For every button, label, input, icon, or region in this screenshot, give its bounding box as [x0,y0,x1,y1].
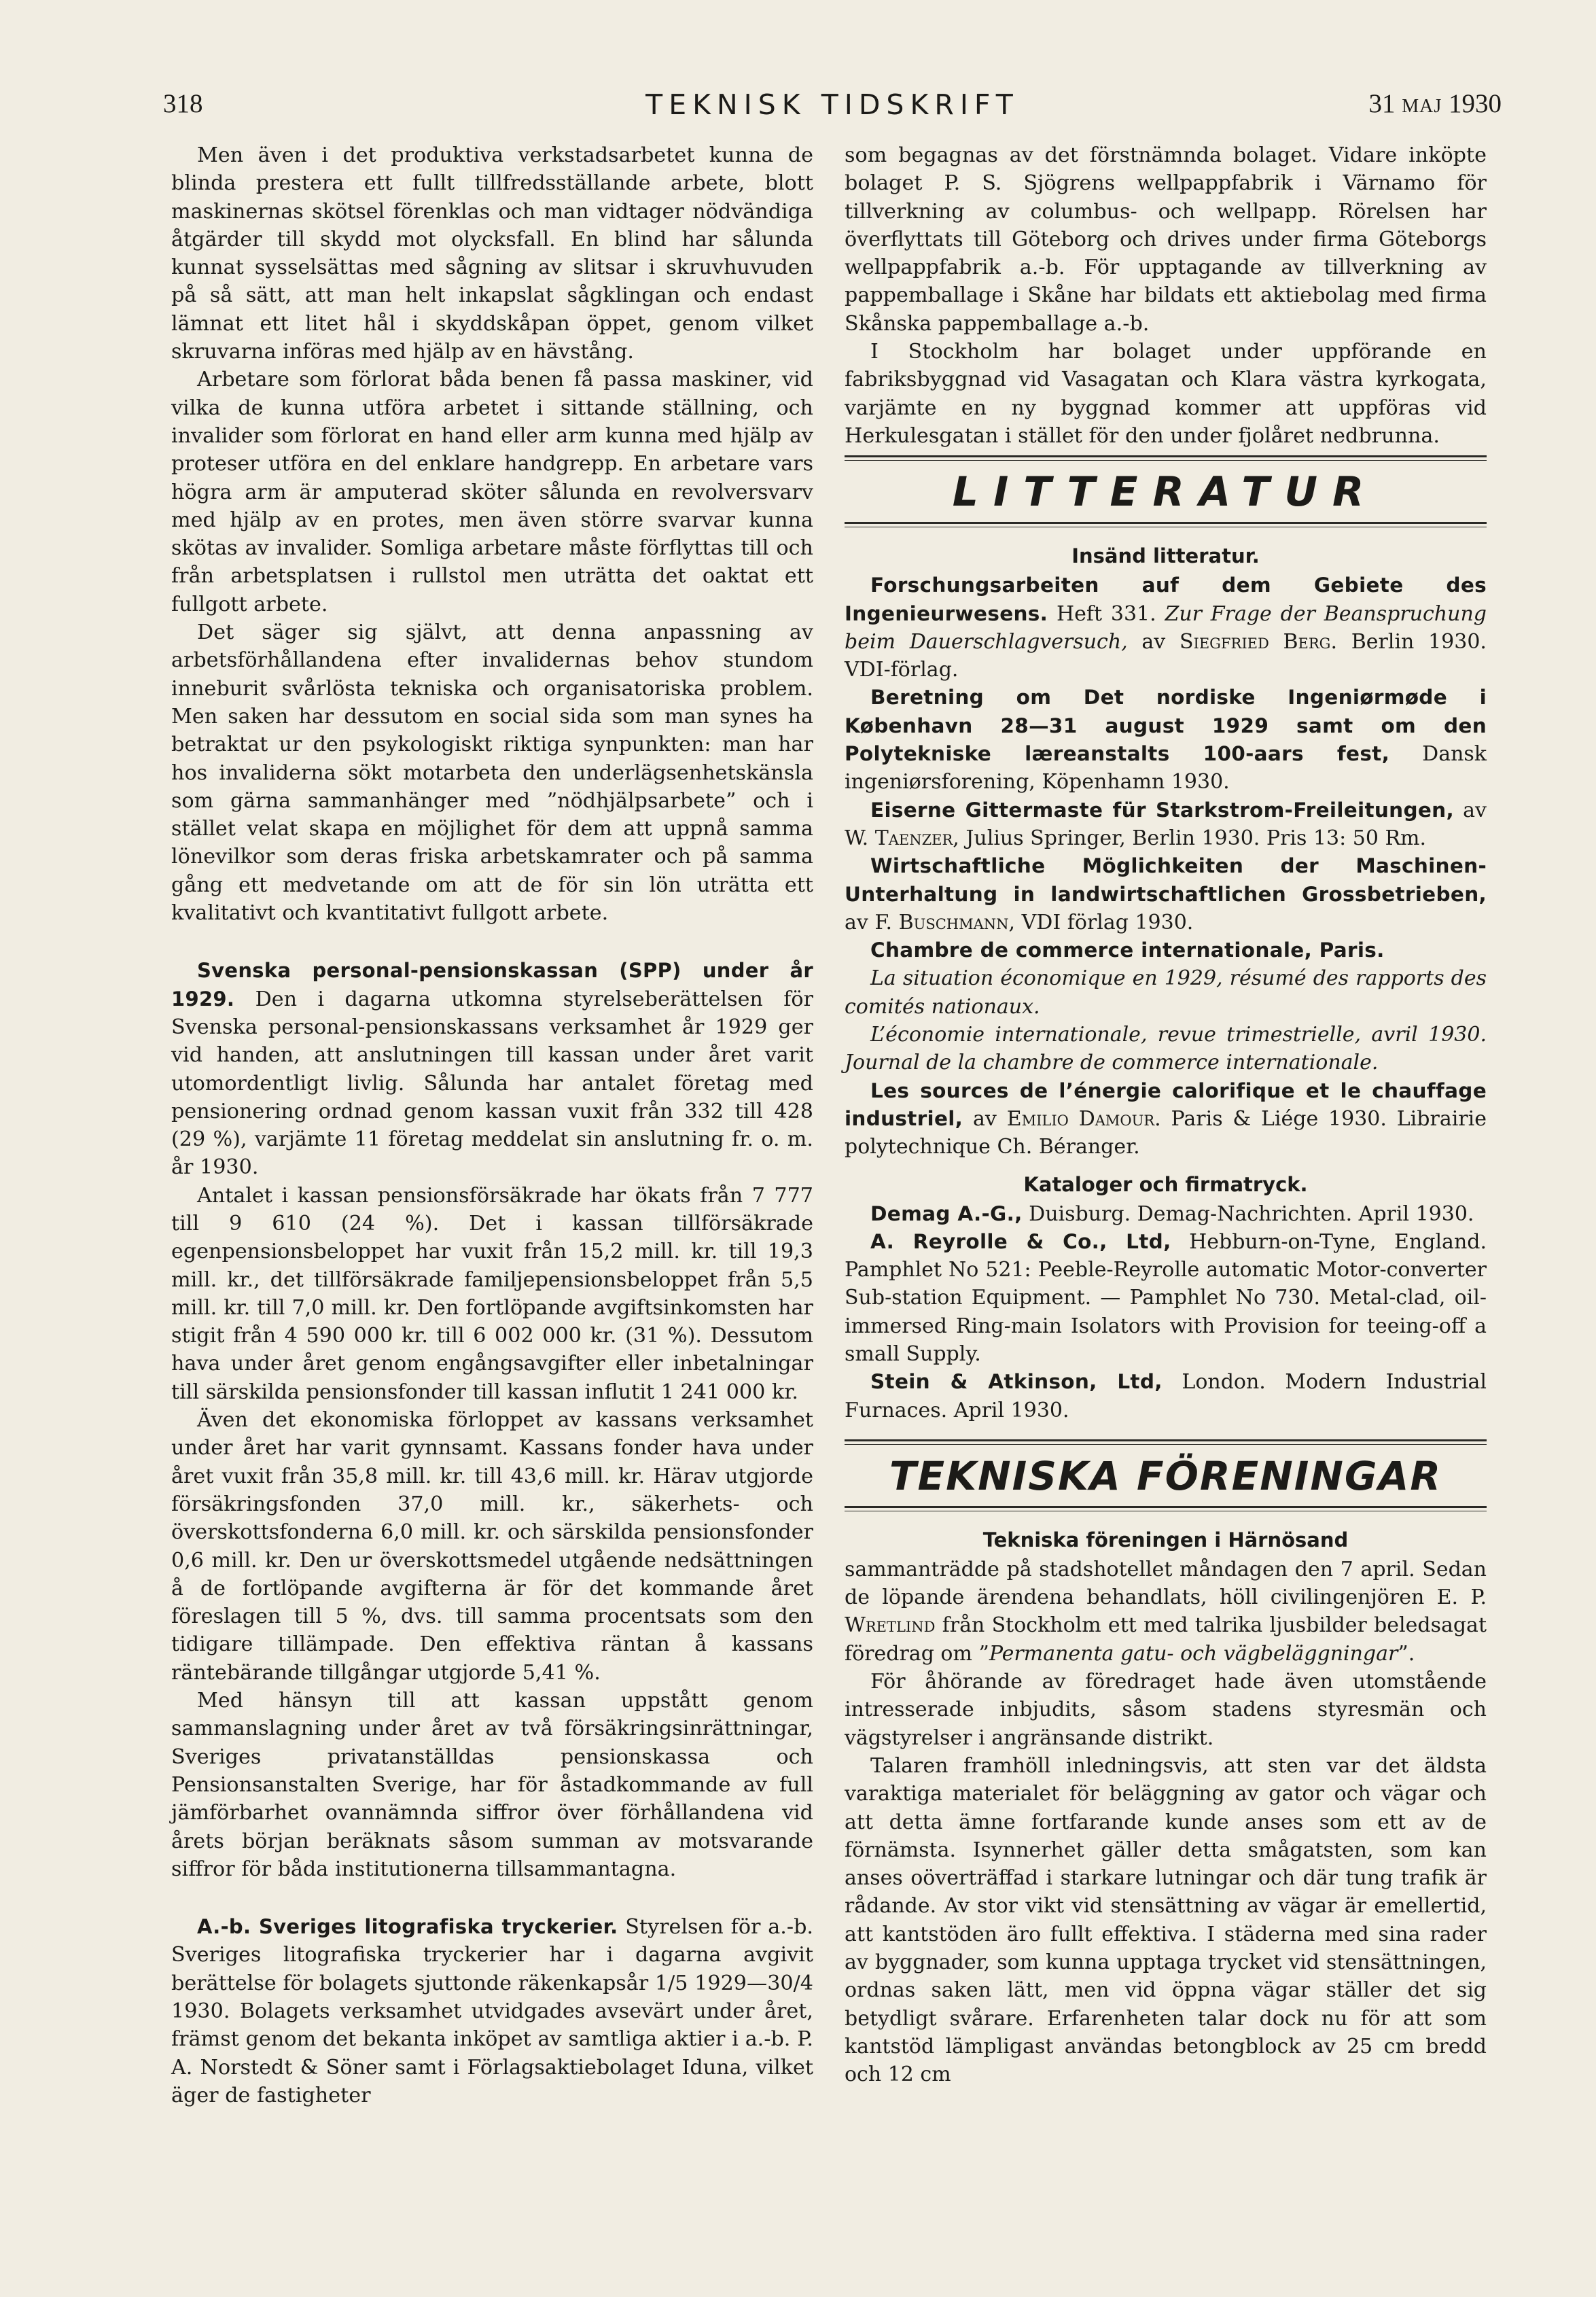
literature-entry: Wirtschaftliche Möglichkeiten der Maschinen-Unterhaltung in landwirtschaftlichen Grossbetrieben, av F. Buschmann, VDI förlag 1930. [845,854,1487,934]
subsection-heading: Insänd litteratur. [1071,544,1260,568]
literature-subentry: L’économie internationale, revue trimestrielle, avril 1930. Journal de la chambre de commerce internationale. [845,1023,1487,1075]
page-number: 318 [163,89,203,118]
paragraph: Även det ekonomiska förloppet av kassans verksamhet under året har varit gynnsamt. Kassans fonder hava under året vuxit från 35,8 mill. kr. till 43,6 mill. kr. Härav utgjorde försäkringsfonden 37,0 mill. kr., säkerhets- och överskottsfonderna 6,0 mill. kr. och särskilda pensionsfonder 0,6 mill. kr. Den ur överskottsmedel utgående nedsättningen å de fortlöpande avgifterna är för det kommande året föreslagen till 5 %, dvs. till samma procentsats som den tidigare tillämpade. Den effektiva räntan å kassans räntebärande tillgångar utgjorde 5,41 %. [171,1408,813,1685]
paragraph: sammanträdde på stadshotellet måndagen den 7 april. Sedan de löpande ärendena behandlats, höll civilingenjören E. P. Wretlind från Stockholm ett med talrika ljusbilder beledsagat föredrag om ”Permanenta gatu- och vägbeläggningar”. [845,1557,1487,1666]
divider [845,455,1487,461]
page-header [163,88,1502,129]
literature-entry: Les sources de l’énergie calorifique et le chauffage industriel, av Emilio Damour. Paris & Liége 1930. Librairie polytechnique Ch. Béranger. [845,1079,1487,1159]
subsection-heading: Kataloger och firmatryck. [1023,1172,1308,1196]
article-spp: Svenska personal-pensionskassan (SPP) under år 1929. Den i dagarna utkomna styrelseberättelsen för Svenska personal-pensionskassans verksamhet år 1929 ger vid handen, att anslutningen till kassan under året varit utomordentligt livlig. Sålunda har antalet företag med pensionering ordnad genom kassan vuxit från 332 till 428 (29 %), varjämte 11 företag meddelat sin anslutning fr. o. m. år 1930. [171,959,813,1180]
divider [845,522,1487,527]
literature-entry: Beretning om Det nordiske Ingeniørmøde i København 28—31 august 1929 samt om den Polytekniske læreanstalts 100-aars fest, Dansk ingeniørsforening, Köpenhamn 1930. [845,686,1487,794]
catalog-entry: A. Reyrolle & Co., Ltd, Hebburn-on-Tyne, England. Pamphlet No 521: Peeble-Reyrolle automatic Motor-converter Sub-station Equipment. — Pamphlet No 730. Metal-clad, oil-immersed Ring-main Isolators with Provision for teeing-off a small Supply. [845,1229,1487,1366]
article-title: A.-b. Sveriges litografiska tryckerier. [197,1915,618,1939]
literature-entry: Forschungsarbeiten auf dem Gebiete des Ingenieurwesens. Heft 331. Zur Frage der Beanspruchung beim Dauerschlagversuch, av Siegfried Berg. Berlin 1930. VDI-förlag. [845,574,1487,682]
literature-entry: Eiserne Gittermaste für Starkstrom-Freileitungen, av W. Taenzer, Julius Springer, Berlin 1930. Pris 13: 50 Rm. [845,798,1487,850]
article-title: Svenska personal-pensionskassan (SPP) under år 1929. [171,959,813,1011]
paragraph: som begagnas av det förstnämnda bolaget. Vidare inköpte bolaget P. S. Sjögrens wellpappfabrik i Värnamo för tillverkning av columbus- och wellpapp. Rörelsen har överflyttats till Göteborg och drives under firma Göteborgs wellpappfabrik a.-b. För upptagande av tillverkning av pappemballage i Skåne har bildats ett aktiebolag med firma Skånska pappemballage a.-b. [845,143,1487,336]
journal-title: TEKNISK TIDSKRIFT [645,88,1019,121]
article-litografiska: A.-b. Sveriges litografiska tryckerier. Styrelsen för a.-b. Sveriges litografiska tryckerier har i dagarna avgivit berättelse för bolagets sjuttonde räkenkapsår 1/5 1929—30/4 1930. Bolagets verksamhet utvidgades avsevärt under året, främst genom det bekanta inköpet av samtliga aktier i a.-b. P. A. Norstedt & Söner samt i Förlagsaktiebolaget Iduna, vilket äger de fastigheter [171,1915,813,2107]
paragraph: Talaren framhöll inledningsvis, att sten var det äldsta varaktiga materialet för beläggning av gator och vägar och att detta ämne fortfarande kunde anses som ett av de förnämsta. Isynnerhet gäller detta smågatsten, som kan anses oöverträffad i starkare lutningar och där tung trafik är rådande. Av stor vikt vid stensättning av vägar är emellertid, att kantstöden äro fullt effektiva. I städerna med sina rader av byggnader, som kunna upptaga trycket vid stensättningen, ordnas saken lätt, men vid öppna vägar ställer det sig betydligt svårare. Erfarenheten talar dock nu för att som kantstöd lämpligast användas betongblock av 25 cm bredd och 12 cm [845,1753,1487,2087]
paragraph: Men även i det produktiva verkstadsarbetet kunna de blinda prestera ett fullt tillfredsställande arbete, blott maskinernas skötsel förenklas och man vidtager nödvändiga åtgärder till skydd mot olycksfall. En blind har sålunda kunnat sysselsättas med sågning av slitsar i skruvhuvuden på så sätt, att man helt inkapslat sågklingan och endast lämnat ett litet hål i skyddskåpan öppet, genom vilket skruvarna införas med hjälp av en hävstång. [171,143,813,364]
section-banner-tekniska-foreningar: TEKNISKA FÖRENINGAR [889,1452,1442,1499]
catalog-entry: Demag A.-G., Duisburg. Demag-Nachrichten. April 1930. [870,1202,1474,1226]
section-banner-litteratur: LITTERATUR [952,468,1379,516]
catalog-entry: Stein & Atkinson, Ltd, London. Modern Industrial Furnaces. April 1930. [845,1370,1487,1422]
literature-entry: Chambre de commerce internationale, Paris. [870,939,1385,962]
divider [845,1506,1487,1511]
literature-subentry: La situation économique en 1929, résumé des rapports des comités nationaux. [845,966,1487,1019]
subsection-heading: Tekniska föreningen i Härnösand [982,1528,1349,1551]
right-column [845,141,1487,2089]
paragraph: I Stockholm har bolaget under uppförande en fabriksbyggnad vid Vasagatan och Klara västra kyrkogata, varjämte en ny byggnad kommer att uppföras vid Herkulesgatan i stället för den under fjolåret nedbrunna. [845,340,1487,448]
paragraph: Antalet i kassan pensionsförsäkrade har ökats från 7 777 till 9 610 (24 %). Det i kassan tillförsäkrade egenpensionsbeloppet har vuxit från 15,2 mill. kr. till 19,3 mill. kr., det tillförsäkrade familjepensionsbeloppet från 5,5 mill. kr. till 7,0 mill. kr. Den fortlöpande avgiftsinkomsten har stigit från 4 590 000 kr. till 6 002 000 kr. (31 %). Dessutom hava under året genom engångsavgifter eller inbetalningar till särskilda pensionsfonder till kassan influtit 1 241 000 kr. [171,1183,813,1404]
divider [845,1439,1487,1445]
paragraph: Med hänsyn till att kassan uppstått genom sammanslagning under året av två försäkringsinrättningar, Sveriges privatanställdas pensionskassa och Pensionsanstalten Sverige, har för åstadkommande av full jämförbarhet ovannämnda siffror över förhållandena vid årets början beräknats såsom summan av motsvarande siffror för båda institutionerna tillsammantagna. [171,1689,813,1881]
paragraph: Det säger sig självt, att denna anpassning av arbetsförhållandena efter invalidernas behov stundom inneburit svårlösta tekniska och organisatoriska problem. Men saken har dessutom en social sida som man synes ha betraktat ur den psykologiskt riktiga synpunkten: man har hos invaliderna sökt motarbeta den underlägsenhetskänsla som gärna sammanhänger med ”nödhjälpsarbete” och i stället velat skapa en möjlighet för dem att uppnå samma lönevilkor som deras friska arbetskamrater och på samma gång ett medvetande om att de för sin lön uträtta ett kvalitativt och kvantitativt fullgott arbete. [171,620,813,926]
paragraph: Arbetare som förlorat båda benen få passa maskiner, vid vilka de kunna utföra arbetet i sittande ställning, och invalider som förlorat en hand eller arm kunna med hjälp av proteser utföra en del enklare handgrepp. En arbetare vars högra arm är amputerad sköter sålunda en revolversvarv med hjälp av en protes, men även större svarvar kunna skötas av invalider. Somliga arbetare måste förflyttas till och från arbetsplatsen i rullstol men uträtta det oaktat ett fullgott arbete. [171,368,813,616]
issue-date: 31 MAJ 1930 [1368,89,1502,118]
paragraph: För åhörande av föredraget hade även utomstående intresserade inbjudits, såsom stadens styresmän och vägstyrelser i angränsande distrikt. [845,1670,1487,1750]
left-column [171,141,813,2109]
